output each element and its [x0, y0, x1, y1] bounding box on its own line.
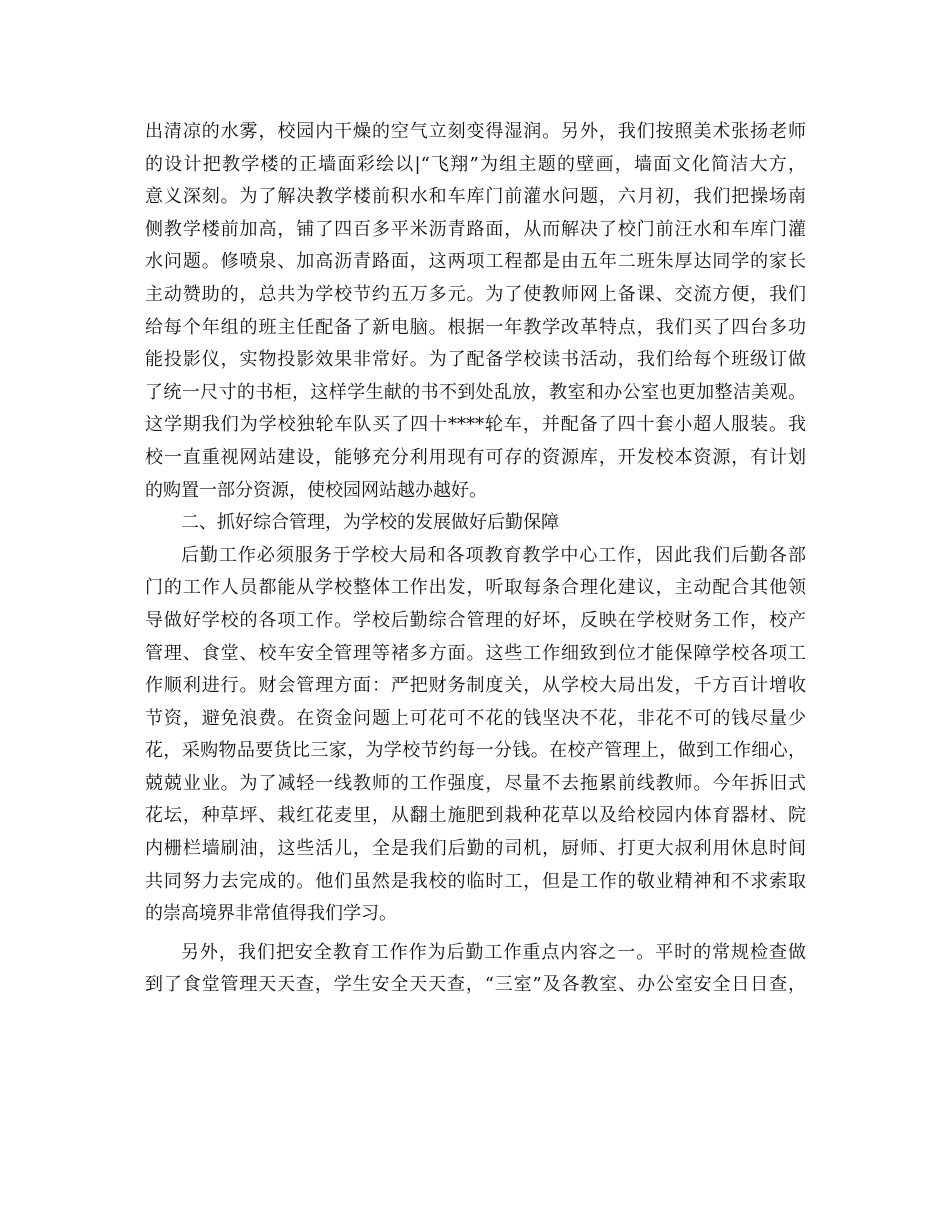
text-line: 能投影仪，实物投影效果非常好。为了配备学校读书活动，我们给每个班级订做 — [145, 349, 806, 371]
text-line: 的购置一部分资源，使校园网站越办越好。 — [145, 479, 487, 501]
text-line: 内栅栏墙刷油，这些活儿，全是我们后勤的司机，厨师、打更大叔利用休息时间 — [145, 838, 806, 860]
text-line: 校一直重视网站建设，能够充分利用现有可存的资源库，开发校本资源，有计划 — [145, 446, 806, 468]
text-line: 门的工作人员都能从学校整体工作出发，听取每条合理化建议，主动配合其他领 — [145, 577, 806, 599]
text-line: 节资，避免浪费。在资金问题上可花可不花的钱坚决不花，非花不可的钱尽量少 — [145, 707, 806, 729]
text-line: 这学期我们为学校独轮车队买了四十****轮车，并配备了四十套小超人服装。我 — [145, 414, 806, 436]
text-line: 侧教学楼前加高，铺了四百多平米沥青路面，从而解决了校门前汪水和车库门灌 — [145, 218, 806, 240]
document-body — [145, 116, 806, 1002]
text-line: 的崇高境界非常值得我们学习。 — [145, 903, 397, 925]
text-line: 花，采购物品要货比三家，为学校节约每一分钱。在校产管理上，做到工作细心， — [145, 740, 806, 762]
text-line: 水问题。修喷泉、加高沥青路面，这两项工程都是由五年二班朱厚达同学的家长 — [145, 251, 806, 273]
text-line: 意义深刻。为了解决教学楼前积水和车库门前灌水问题，六月初，我们把操场南 — [145, 186, 806, 208]
text-line: 出清凉的水雾，校园内干燥的空气立刻变得湿润。另外，我们按照美术张扬老师 — [145, 121, 806, 142]
text-line: 管理、食堂、校车安全管理等褚多方面。这些工作细致到位才能保障学校各项工 — [145, 642, 806, 664]
text-line: 了统一尺寸的书柜，这样学生献的书不到处乱放，教室和办公室也更加整洁美观。 — [145, 381, 806, 403]
text-line: 共同努力去完成的。他们虽然是我校的临时工，但是工作的敬业精神和不求索取 — [145, 870, 806, 892]
text-line: 兢兢业业。为了减轻一线教师的工作强度，尽量不去拖累前线教师。今年拆旧式 — [145, 772, 806, 794]
text-line: 另外，我们把安全教育工作作为后勤工作重点内容之一。平时的常规检查做 — [181, 941, 806, 963]
text-line: 主动赞助的，总共为学校节约五万多元。为了使教师网上备课、交流方便，我们 — [145, 283, 806, 305]
text-line: 作顺利进行。财会管理方面：严把财务制度关，从学校大局出发，千方百计增收 — [145, 675, 806, 697]
text-line: 的设计把教学楼的正墙面彩绘以|“飞翔”为组主题的壁画，墙面文化简洁大方， — [145, 153, 806, 175]
text-line: 花坛，种草坪、栽红花麦里，从翻土施肥到栽种花草以及给校园内体育器材、院 — [145, 805, 806, 827]
section-heading: 二、抓好综合管理，为学校的发展做好后勤保障 — [181, 512, 559, 534]
text-line: 到了食堂管理天天查，学生安全天天查，“三室”及各教室、办公室安全日日查， — [145, 974, 806, 996]
text-line: 导做好学校的各项工作。学校后勤综合管理的好坏，反映在学校财务工作，校产 — [145, 609, 806, 631]
text-line: 后勤工作必须服务于学校大局和各项教育教学中心工作，因此我们后勤各部 — [181, 544, 806, 566]
text-line: 给每个年组的班主任配备了新电脑。根据一年教学改革特点，我们买了四台多功 — [145, 316, 806, 338]
